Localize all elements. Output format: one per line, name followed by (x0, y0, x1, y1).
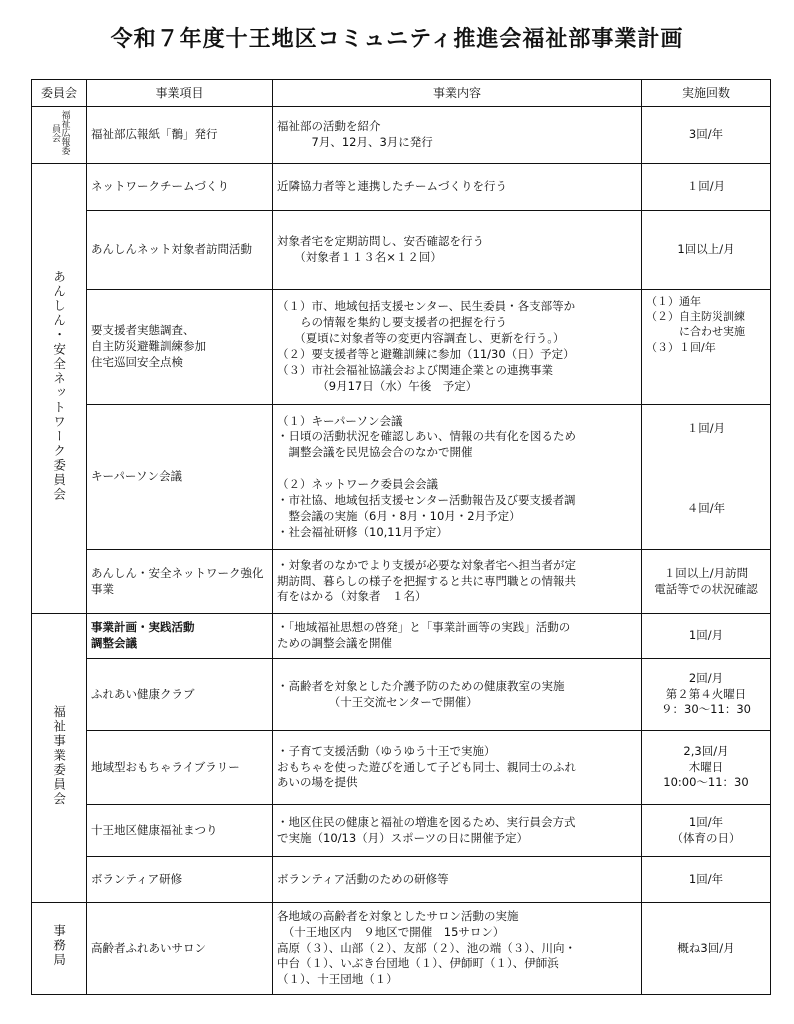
times-line: 木曜日 (688, 759, 724, 774)
content-cell (273, 550, 642, 614)
committee-cell-fukushi (32, 614, 87, 903)
committee-cell-anshin (32, 164, 87, 614)
committee-label: 福祉事業委員会 (51, 704, 67, 807)
item-cell: ボランティア研修 (87, 857, 273, 903)
content-line: ・対象者のなかでより支援が必要な対象者宅へ担当者が定 (277, 557, 576, 572)
table-row (32, 614, 771, 659)
content-line: 7月、12月、3月に発行 (277, 135, 433, 149)
content-line: ための調整会議を開催 (277, 636, 392, 650)
times-line: ９：30～11：30 (661, 702, 751, 717)
content-cell (273, 107, 642, 164)
times-line: （３）１回/年 (646, 340, 716, 354)
content-line: （十王交流センターで開催） (277, 694, 478, 709)
times-cell (642, 211, 771, 290)
times-line: 10:00～11：30 (663, 775, 749, 790)
content-line: 整会議の実施（6月・8月・10月・2月予定） (277, 508, 521, 523)
content-line: 福祉部の活動を紹介 (277, 119, 381, 134)
item-cell: 福祉部広報紙「鶺」発行 (87, 107, 273, 164)
content-cell (273, 164, 642, 211)
committee-label: 事務局 (51, 924, 67, 968)
item-cell: 地域型おもちゃライブラリー (87, 731, 273, 805)
times-line: 1回/年 (688, 871, 724, 886)
times-line: 1回以上/月 (677, 242, 735, 257)
content-line: あいの場を提供 (277, 775, 358, 790)
content-cell (273, 405, 642, 550)
times-line: 1回/月 (688, 628, 724, 643)
times-cell (642, 164, 771, 211)
times-line: に合わせ実施 (646, 325, 745, 339)
committee-label: あんしん・安全ネットワーク委員会 (51, 270, 67, 503)
content-line: らの情報を集約し要支援者の把握を行う (277, 315, 507, 330)
times-line (646, 469, 766, 485)
times-line: ４回/年 (686, 500, 726, 515)
times-line: 2回/月 (688, 670, 724, 685)
content-cell (273, 659, 642, 731)
table-row (32, 290, 771, 405)
item-cell: あんしんネット対象者訪問活動 (87, 211, 273, 290)
item-cell: あんしん・安全ネットワーク強化事業 (87, 550, 273, 614)
times-line: （１）通年 (646, 295, 701, 308)
item-cell: ふれあい健康クラブ (87, 659, 273, 731)
table-row (32, 164, 771, 211)
times-line: １回/月 (686, 421, 726, 436)
item-line: 調整会議 (91, 636, 137, 650)
item-cell (87, 290, 273, 405)
times-line (646, 453, 766, 469)
item-cell: 高齢者ふれあいサロン (87, 903, 273, 995)
item-line: 住宅巡回安全点検 (91, 354, 183, 369)
content-line: 有をはかる（対象者 １名） (277, 589, 427, 604)
times-cell (642, 805, 771, 857)
times-cell (642, 550, 771, 614)
content-line: ボランティア活動のための研修等 (277, 871, 449, 886)
content-line: （十王地区内 ９地区で開催 15サロン） (277, 924, 505, 939)
times-line: （体育の日） (671, 830, 741, 845)
content-line: （２）ネットワーク委員会会議 (277, 477, 438, 491)
content-line: （１）市、地域包括支援センター、民生委員・各支部等か (277, 299, 576, 314)
times-line: （２）自主防災訓練 (646, 310, 745, 324)
table-row (32, 857, 771, 903)
content-cell (273, 805, 642, 857)
committee-cell-kouhou (32, 107, 87, 164)
table-row (32, 405, 771, 550)
header-times: 実施回数 (642, 80, 771, 107)
content-cell (273, 857, 642, 903)
content-line: ・「地域福祉思想の啓発」と「事業計画等の実践」活動の (277, 620, 571, 635)
times-line (646, 517, 766, 533)
times-cell (642, 659, 771, 731)
committee-cell-jimukyoku (32, 903, 87, 995)
content-line: ・社会福祉研修（10,11月予定） (277, 524, 448, 539)
times-cell (642, 107, 771, 164)
times-line: １回以上/月訪問 (663, 565, 749, 580)
times-line: 概ね3回/月 (677, 940, 735, 955)
times-cell (642, 614, 771, 659)
content-line: ・高齢者を対象とした介護予防のための健康教室の実施 (277, 678, 565, 693)
times-line: １回/月 (686, 179, 726, 194)
header-content: 事業内容 (273, 80, 642, 107)
content-line: ・地区住民の健康と福祉の増進を図るため、実行員会方式 (277, 814, 576, 829)
item-line: 要支援者実態調査、 (91, 323, 195, 338)
content-line: 期訪問、暮らしの様子を把握すると共に専門職との情報共 (277, 573, 576, 588)
table-row (32, 659, 771, 731)
content-line (277, 461, 637, 477)
committee-label: 福祉広報委員会 (50, 110, 70, 156)
times-cell (642, 290, 771, 405)
content-cell (273, 290, 642, 405)
content-line: 対象者宅を定期訪問し、安否確認を行う (277, 234, 484, 249)
table-row (32, 903, 771, 995)
content-cell (273, 731, 642, 805)
plan-table (31, 79, 771, 995)
item-line: 自主防災避難訓練参加 (91, 339, 206, 354)
content-line: （対象者１１３名×１２回） (277, 250, 442, 264)
content-line: （夏頃に対象者等の変更内容調査し、更新を行う。） (277, 331, 565, 346)
table-row (32, 805, 771, 857)
content-line: （２）要支援者等と避難訓練に参加（11/30（日）予定） (277, 347, 575, 361)
times-cell (642, 731, 771, 805)
times-cell (642, 903, 771, 995)
times-line (646, 437, 766, 453)
item-cell (87, 614, 273, 659)
content-line: 調整会議を民児協会合のなかで開催 (277, 445, 473, 460)
content-line: （１）キーパーソン会議 (277, 413, 403, 428)
content-line: （３）市社会福祉協議会および関連企業との連携事業 (277, 362, 553, 377)
times-cell (642, 857, 771, 903)
content-line: （9月17日（水）午後 予定） (277, 378, 478, 393)
item-cell: ネットワークチームづくり (87, 164, 273, 211)
times-line (646, 485, 766, 501)
content-cell (273, 903, 642, 995)
header-item: 事業項目 (87, 80, 273, 107)
content-line: 中台（１）、いぶき台団地（１）、伊師町（１）、伊師浜 (277, 956, 559, 971)
table-row (32, 550, 771, 614)
page-title: 令和７年度十王地区コミュニティ推進会福祉部事業計画 (110, 26, 684, 52)
times-line: 電話等での状況確認 (654, 581, 758, 596)
table-row (32, 211, 771, 290)
header-committee: 委員会 (32, 80, 87, 107)
content-cell (273, 211, 642, 290)
content-line: 高原（３）、山部（２）、友部（２）、池の端（３）、川向・ (277, 940, 576, 955)
content-line: （１）、十王団地（１） (277, 972, 398, 987)
content-line: で実施（10/13（月）スポーツの日に開催予定） (277, 830, 529, 845)
item-cell: キーパーソン会議 (87, 405, 273, 550)
table-row (32, 731, 771, 805)
table-header-row (32, 80, 771, 107)
content-line: ・子育て支援活動（ゆうゆう十王で実施） (277, 743, 496, 758)
item-cell: 十王地区健康福祉まつり (87, 805, 273, 857)
content-line: 各地域の高齢者を対象としたサロン活動の実施 (277, 908, 519, 923)
content-line: ・市社協、地域包括支援センター活動報告及び要支援者調 (277, 492, 576, 507)
times-line: 1回/年 (688, 814, 724, 829)
content-line: 近隣協力者等と連携したチームづくりを行う (277, 179, 507, 194)
times-line: 2,3回/月 (683, 743, 729, 758)
times-cell (642, 405, 771, 550)
times-line: 第２第４火曜日 (665, 686, 747, 701)
content-line: ・日頃の活動状況を確認しあい、情報の共有化を図るため (277, 429, 576, 444)
content-cell (273, 614, 642, 659)
times-line: 3回/年 (688, 127, 724, 142)
item-line: 事業計画・実践活動 (91, 620, 195, 635)
content-line: おもちゃを使った遊びを通して子ども同士、親同士のふれ (277, 759, 576, 774)
table-row (32, 107, 771, 164)
